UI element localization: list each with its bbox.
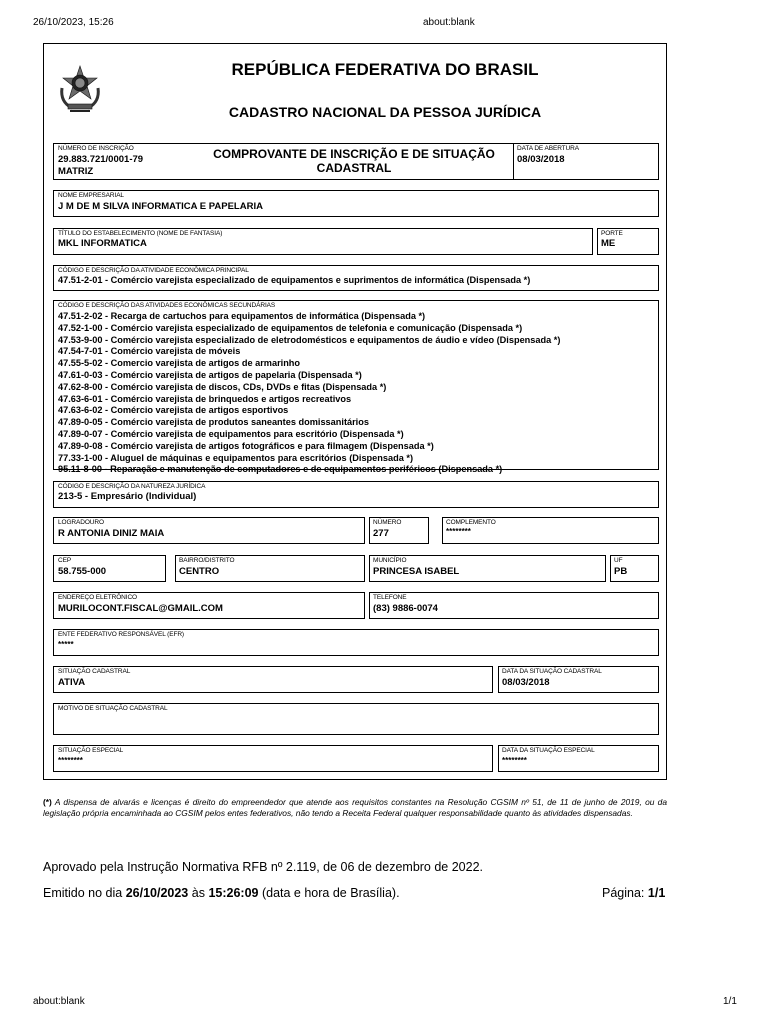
atividade-principal-label: CÓDIGO E DESCRIÇÃO DA ATIVIDADE ECONÔMICA PRINCIPAL (58, 267, 249, 274)
nome-empresarial-label: NOME EMPRESARIAL (58, 192, 124, 199)
list-item: 47.54-7-01 - Comércio varejista de móveis (58, 346, 241, 357)
emitido-hora: 15:26:09 (208, 886, 259, 900)
list-item: 47.51-2-02 - Recarga de cartuchos para equipamentos de informática (Dispensada *) (58, 311, 426, 321)
email-label: ENDEREÇO ELETRÔNICO (58, 594, 138, 601)
emitido-prefix: Emitido no dia (43, 886, 123, 900)
document-title: REPÚBLICA FEDERATIVA DO BRASIL (231, 60, 539, 79)
note-marker: (*) (43, 797, 52, 807)
note-text: A dispensa de alvarás e licenças é direito do empreendedor que atende aos requisitos constantes na Resolução CGSIM nº 51, de 11 de junho de 2019, ou da legislação própria encaminhada ao CGSIM pelos entes federativos, não tendo a Receita Federal qualquer responsabilidade quanto às atividades dispensadas. (43, 797, 668, 818)
emitido-text (43, 886, 400, 900)
emitido-data: 26/10/2023 (125, 886, 189, 900)
inscricao-tipo: MATRIZ (58, 166, 94, 177)
fantasia-value: MKL INFORMATICA (58, 238, 147, 249)
list-item: 47.52-1-00 - Comércio varejista especializado de equipamentos de telefonia e comunicação (Dispensada *) (58, 322, 523, 333)
natureza-value: 213-5 - Empresário (Individual) (58, 491, 197, 502)
list-item: 77.33-1-00 - Aluguel de máquinas e equipamentos para escritórios (Dispensada *) (58, 452, 414, 463)
list-item: 47.63-6-02 - Comércio varejista de artigos esportivos (58, 405, 289, 416)
list-item: 47.89-0-05 - Comércio varejista de produtos saneantes domissanitários (58, 417, 369, 428)
print-datetime: 26/10/2023, 15:26 (33, 17, 114, 28)
porte-label: PORTE (601, 230, 623, 237)
municipio-value: PRINCESA ISABEL (373, 566, 460, 577)
print-footer-url: about:blank (33, 996, 85, 1007)
logradouro-label: LOGRADOURO (58, 519, 104, 526)
dispensa-note (43, 797, 667, 819)
situacao-value: ATIVA (58, 677, 86, 688)
efr-label: ENTE FEDERATIVO RESPONSÁVEL (EFR) (58, 631, 184, 638)
list-item: 95.11-8-00 - Reparação e manutenção de computadores e de equipamentos periféricos (Dispensada *) (58, 464, 503, 475)
pagina-text (602, 886, 665, 900)
comprovante-title: COMPROVANTE DE INSCRIÇÃO E DE SITUAÇÃO CADASTRAL (213, 147, 495, 175)
complemento-value: ******** (446, 527, 471, 536)
nome-empresarial-value: J M DE M SILVA INFORMATICA E PAPELARIA (58, 201, 263, 212)
atividade-principal-value: 47.51-2-01 - Comércio varejista especializado de equipamentos e suprimentos de informática (Dispensada *) (58, 275, 531, 285)
bairro-label: BAIRRO/DISTRITO (179, 557, 235, 564)
email-value: MURILOCONT.FISCAL@GMAIL.COM (58, 603, 223, 614)
municipio-label: MUNICÍPIO (373, 557, 407, 564)
inscricao-label: NÚMERO DE INSCRIÇÃO (58, 145, 134, 152)
efr-value: ***** (58, 640, 74, 649)
porte-value: ME (601, 238, 616, 249)
print-page-count: 1/1 (723, 996, 737, 1007)
inscricao-numero: 29.883.721/0001-79 (58, 154, 144, 165)
situacao-especial-value: ******** (58, 756, 83, 765)
cep-value: 58.755-000 (58, 566, 107, 577)
data-situacao-label: DATA DA SITUAÇÃO CADASTRAL (502, 668, 602, 675)
abertura-value: 08/03/2018 (517, 154, 565, 165)
logradouro-value: R ANTONIA DINIZ MAIA (58, 528, 165, 539)
list-item: 47.61-0-03 - Comércio varejista de artigos de papelaria (Dispensada *) (58, 369, 362, 380)
aprovado-text: Aprovado pela Instrução Normativa RFB nº 2.119, de 06 de dezembro de 2022. (43, 860, 484, 874)
numero-label: NÚMERO (373, 519, 402, 526)
data-situacao-value: 08/03/2018 (502, 677, 550, 688)
list-item: 47.89-0-07 - Comércio varejista de equipamentos para escritório (Dispensada *) (58, 428, 404, 439)
complemento-label: COMPLEMENTO (446, 519, 496, 526)
pagina-label: Página: (602, 886, 645, 900)
atividades-secundarias-list (58, 311, 560, 476)
data-situacao-especial-value: ******** (502, 756, 527, 765)
uf-value: PB (614, 566, 628, 577)
bairro-value: CENTRO (179, 566, 220, 577)
telefone-label: TELEFONE (373, 594, 407, 601)
cep-label: CEP (58, 557, 72, 564)
situacao-especial-label: SITUAÇÃO ESPECIAL (58, 747, 124, 754)
numero-value: 277 (373, 528, 389, 539)
list-item: 47.62-8-00 - Comércio varejista de discos, CDs, DVDs e fitas (Dispensada *) (58, 381, 387, 392)
data-situacao-especial-label: DATA DA SITUAÇÃO ESPECIAL (502, 747, 595, 754)
fantasia-label: TÍTULO DO ESTABELECIMENTO (NOME DE FANTASIA) (58, 230, 223, 237)
document-subtitle: CADASTRO NACIONAL DA PESSOA JURÍDICA (228, 104, 542, 120)
list-item: 47.63-6-01 - Comércio varejista de brinquedos e artigos recreativos (58, 393, 352, 404)
motivo-label: MOTIVO DE SITUAÇÃO CADASTRAL (58, 705, 168, 712)
print-page-title: about:blank (423, 17, 475, 28)
emitido-mid: às (191, 886, 205, 900)
atividades-secundarias-label: CÓDIGO E DESCRIÇÃO DAS ATIVIDADES ECONÔMICAS SECUNDÁRIAS (58, 302, 276, 309)
situacao-label: SITUAÇÃO CADASTRAL (58, 668, 131, 675)
list-item: 47.89-0-08 - Comércio varejista de artigos fotográficos e para filmagem (Dispensada *) (58, 440, 434, 451)
list-item: 47.55-5-02 - Comercio varejista de artigos de armarinho (58, 358, 301, 369)
telefone-value: (83) 9886-0074 (373, 603, 438, 614)
list-item: 47.53-9-00 - Comércio varejista especializado de eletrodomésticos e equipamentos de áudio e vídeo (Dispensada *) (58, 334, 561, 345)
pagina-value: 1/1 (647, 886, 666, 900)
emitido-suffix: (data e hora de Brasília). (261, 886, 400, 900)
natureza-label: CÓDIGO E DESCRIÇÃO DA NATUREZA JURÍDICA (58, 483, 206, 490)
abertura-label: DATA DE ABERTURA (517, 145, 579, 152)
uf-label: UF (614, 557, 623, 564)
